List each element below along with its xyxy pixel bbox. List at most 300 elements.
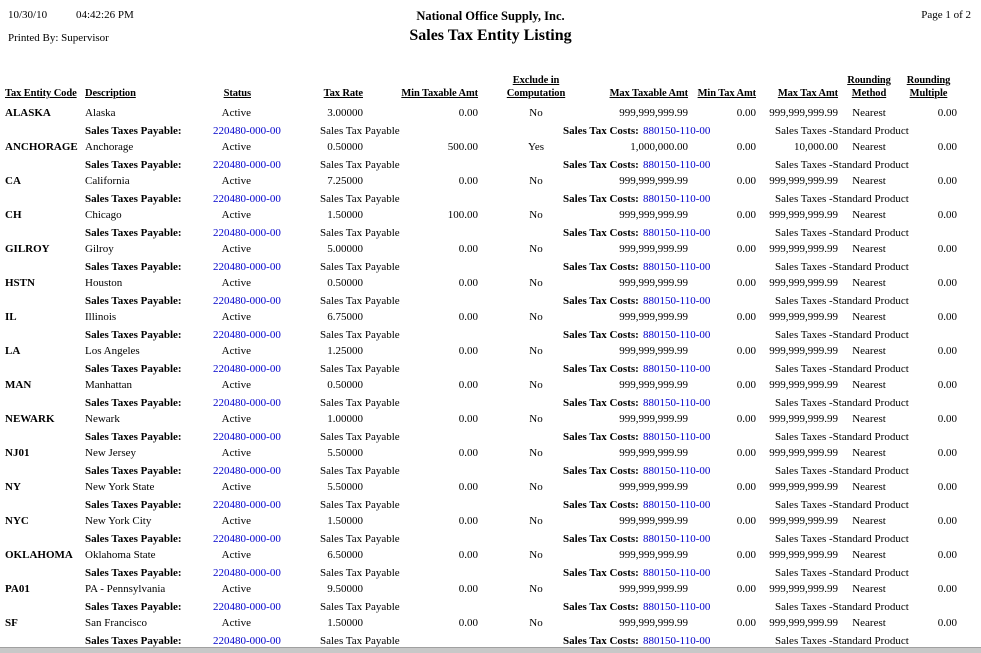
entity-exclude-in-computation: No [529,617,543,629]
costs-account-link[interactable]: 880150-110-00 [643,329,711,341]
payable-account-description: Sales Tax Payable [320,601,400,613]
entity-max-taxable-amt: 999,999,999.99 [619,345,688,357]
entity-exclude-in-computation: No [529,413,543,425]
costs-account-link[interactable]: 880150-110-00 [643,193,711,205]
entity-code: NJ01 [5,447,30,459]
entity-exclude-in-computation: No [529,107,543,119]
entity-max-tax-amt: 999,999,999.99 [769,311,838,323]
entity-tax-rate: 1.25000 [327,345,363,357]
payable-account-link[interactable]: 220480-000-00 [213,499,281,511]
tax-entity-record [0,582,981,616]
sales-taxes-payable-label: Sales Taxes Payable: [85,295,182,307]
entity-status: Active [221,277,251,289]
company-name: National Office Supply, Inc. [416,9,565,23]
entity-rounding-method: Nearest [852,311,886,323]
entity-code: NYC [5,515,29,527]
costs-account-link[interactable]: 880150-110-00 [643,397,711,409]
sales-tax-costs-group [563,159,710,172]
entity-code: OKLAHOMA [5,549,73,561]
col-header-rounding-multiple [900,74,957,100]
sales-tax-costs-group [563,125,710,138]
col-header-exclude-line2: Computation [506,88,566,99]
entity-status: Active [221,617,251,629]
payable-account-description: Sales Tax Payable [320,227,400,239]
sales-tax-costs-group [563,227,710,240]
sales-taxes-payable-label: Sales Taxes Payable: [85,193,182,205]
entity-tax-rate: 0.50000 [327,141,363,153]
entity-min-tax-amt: 0.00 [736,209,756,221]
tax-entity-record [0,514,981,548]
costs-account-description: Sales Taxes -Standard Product [775,227,909,239]
entity-min-taxable-amt: 0.00 [458,175,478,187]
costs-account-link[interactable]: 880150-110-00 [643,295,711,307]
entity-min-taxable-amt: 0.00 [458,515,478,527]
tax-entity-record [0,412,981,446]
entity-row [0,310,981,328]
entity-tax-rate: 6.75000 [327,311,363,323]
entity-exclude-in-computation: No [529,583,543,595]
payable-account-description: Sales Tax Payable [320,159,400,171]
entity-row [0,140,981,158]
entity-min-taxable-amt: 0.00 [458,413,478,425]
entity-max-taxable-amt: 999,999,999.99 [619,243,688,255]
tax-entity-record [0,344,981,378]
entity-description: Los Angeles [85,345,140,357]
sales-tax-costs-label: Sales Tax Costs: [563,601,639,613]
report-time: 04:42:26 PM [76,9,134,21]
sales-taxes-payable-group [85,329,281,342]
entity-max-tax-amt: 999,999,999.99 [769,447,838,459]
printed-by: Printed By: Supervisor [8,32,109,44]
sales-taxes-payable-group [85,261,281,274]
entity-status: Active [221,413,251,425]
entity-rounding-method: Nearest [852,141,886,153]
entity-min-taxable-amt: 0.00 [458,447,478,459]
entity-min-taxable-amt: 0.00 [458,277,478,289]
entity-rounding-multiple: 0.00 [937,447,957,459]
costs-account-description: Sales Taxes -Standard Product [775,567,909,579]
entity-min-taxable-amt: 0.00 [458,617,478,629]
entity-description: Newark [85,413,120,425]
gl-accounts-row [0,430,981,446]
gl-accounts-row [0,498,981,514]
entity-max-tax-amt: 999,999,999.99 [769,175,838,187]
costs-account-link[interactable]: 880150-110-00 [643,159,711,171]
entity-min-tax-amt: 0.00 [736,413,756,425]
entity-tax-rate: 5.00000 [327,243,363,255]
gl-accounts-row [0,396,981,412]
sales-tax-costs-group [563,261,710,274]
entity-status: Active [221,175,251,187]
entity-exclude-in-computation: No [529,447,543,459]
payable-account-link[interactable]: 220480-000-00 [213,295,281,307]
payable-account-link[interactable]: 220480-000-00 [213,261,281,273]
payable-account-description: Sales Tax Payable [320,193,400,205]
entity-description: Gilroy [85,243,114,255]
entity-rounding-method: Nearest [852,277,886,289]
entity-status: Active [221,447,251,459]
sales-tax-costs-group [563,329,710,342]
entity-description: New Jersey [85,447,137,459]
entity-tax-rate: 1.00000 [327,413,363,425]
entity-exclude-in-computation: No [529,243,543,255]
payable-account-description: Sales Tax Payable [320,329,400,341]
sales-taxes-payable-label: Sales Taxes Payable: [85,261,182,273]
costs-account-link[interactable]: 880150-110-00 [643,125,711,137]
costs-account-link[interactable]: 880150-110-00 [643,601,711,613]
entity-row [0,174,981,192]
entity-code: ANCHORAGE [5,141,78,153]
entity-rounding-method: Nearest [852,175,886,187]
costs-account-description: Sales Taxes -Standard Product [775,125,909,137]
gl-accounts-row [0,600,981,616]
col-header-rounding-multiple-line1: Rounding [906,75,951,86]
entity-rounding-method: Nearest [852,481,886,493]
payable-account-description: Sales Tax Payable [320,431,400,443]
costs-account-description: Sales Taxes -Standard Product [775,261,909,273]
tax-entity-record [0,276,981,310]
entity-exclude-in-computation: No [529,345,543,357]
gl-accounts-row [0,192,981,208]
sales-tax-costs-label: Sales Tax Costs: [563,227,639,239]
entity-max-tax-amt: 999,999,999.99 [769,379,838,391]
entity-rounding-multiple: 0.00 [937,209,957,221]
entity-max-tax-amt: 999,999,999.99 [769,107,838,119]
tax-entity-record [0,378,981,412]
sales-tax-costs-label: Sales Tax Costs: [563,635,639,647]
costs-account-link[interactable]: 880150-110-00 [643,465,711,477]
col-header-status: Status [223,88,251,99]
entity-code: MAN [5,379,32,391]
entity-min-taxable-amt: 500.00 [447,141,478,153]
entity-status: Active [221,311,251,323]
sales-tax-costs-group [563,533,710,546]
entity-rounding-multiple: 0.00 [937,515,957,527]
entity-min-taxable-amt: 0.00 [458,243,478,255]
sales-taxes-payable-group [85,227,281,240]
entity-row [0,378,981,396]
sales-tax-costs-label: Sales Tax Costs: [563,261,639,273]
entity-min-tax-amt: 0.00 [736,277,756,289]
entity-exclude-in-computation: No [529,379,543,391]
tax-entity-record [0,446,981,480]
entity-status: Active [221,107,251,119]
costs-account-description: Sales Taxes -Standard Product [775,601,909,613]
entity-max-tax-amt: 999,999,999.99 [769,277,838,289]
tax-entity-record [0,208,981,242]
entity-rounding-method: Nearest [852,379,886,391]
entity-rounding-method: Nearest [852,617,886,629]
sales-tax-costs-group [563,601,710,614]
payable-account-link[interactable]: 220480-000-00 [213,159,281,171]
costs-account-link[interactable]: 880150-110-00 [643,363,711,375]
payable-account-link[interactable]: 220480-000-00 [213,227,281,239]
entity-code: CH [5,209,22,221]
entity-exclude-in-computation: No [529,549,543,561]
entity-rounding-multiple: 0.00 [937,311,957,323]
entity-description: Manhattan [85,379,133,391]
entity-status: Active [221,515,251,527]
col-header-min-tax-amt: Min Tax Amt [697,88,756,99]
sales-tax-costs-group [563,465,710,478]
entity-min-tax-amt: 0.00 [736,583,756,595]
entity-rounding-multiple: 0.00 [937,413,957,425]
entity-tax-rate: 3.00000 [327,107,363,119]
sales-taxes-payable-label: Sales Taxes Payable: [85,567,182,579]
payable-account-description: Sales Tax Payable [320,397,400,409]
entity-max-taxable-amt: 999,999,999.99 [619,277,688,289]
costs-account-description: Sales Taxes -Standard Product [775,397,909,409]
costs-account-description: Sales Taxes -Standard Product [775,431,909,443]
entity-min-tax-amt: 0.00 [736,447,756,459]
tax-entity-record [0,548,981,582]
entity-rounding-method: Nearest [852,107,886,119]
entity-min-tax-amt: 0.00 [736,617,756,629]
costs-account-link[interactable]: 880150-110-00 [643,261,711,273]
entity-max-tax-amt: 999,999,999.99 [769,413,838,425]
entity-rounding-multiple: 0.00 [937,379,957,391]
entity-rounding-multiple: 0.00 [937,141,957,153]
sales-taxes-payable-label: Sales Taxes Payable: [85,329,182,341]
entity-min-taxable-amt: 0.00 [458,583,478,595]
gl-accounts-row [0,226,981,242]
entity-description: Chicago [85,209,122,221]
entity-rounding-multiple: 0.00 [937,481,957,493]
entity-min-tax-amt: 0.00 [736,175,756,187]
entity-min-tax-amt: 0.00 [736,243,756,255]
entity-description: PA - Pennsylvania [85,583,166,595]
entity-exclude-in-computation: No [529,481,543,493]
entity-max-taxable-amt: 999,999,999.99 [619,107,688,119]
entity-description: Oklahoma State [85,549,156,561]
sales-tax-costs-group [563,431,710,444]
col-header-rounding-method [838,74,900,100]
entity-description: New York State [85,481,155,493]
costs-account-description: Sales Taxes -Standard Product [775,465,909,477]
entity-exclude-in-computation: No [529,311,543,323]
entity-status: Active [221,243,251,255]
costs-account-description: Sales Taxes -Standard Product [775,159,909,171]
gl-accounts-row [0,532,981,548]
gl-accounts-row [0,566,981,582]
gl-accounts-row [0,158,981,174]
col-header-tax-entity-code: Tax Entity Code [5,88,77,99]
sales-taxes-payable-group [85,567,281,580]
tax-entity-record [0,616,981,650]
entity-tax-rate: 5.50000 [327,447,363,459]
payable-account-link[interactable]: 220480-000-00 [213,601,281,613]
entity-rounding-method: Nearest [852,549,886,561]
tax-entity-record [0,174,981,208]
col-header-tax-rate: Tax Rate [323,88,363,99]
entity-code: LA [5,345,21,357]
sales-tax-costs-label: Sales Tax Costs: [563,363,639,375]
payable-account-link[interactable]: 220480-000-00 [213,363,281,375]
entity-rounding-multiple: 0.00 [937,345,957,357]
costs-account-link[interactable]: 880150-110-00 [643,567,711,579]
entity-min-tax-amt: 0.00 [736,481,756,493]
entity-exclude-in-computation: Yes [527,141,544,153]
tax-entity-record [0,140,981,174]
payable-account-link[interactable]: 220480-000-00 [213,635,281,647]
entity-tax-rate: 7.25000 [327,175,363,187]
entity-min-tax-amt: 0.00 [736,379,756,391]
entity-min-tax-amt: 0.00 [736,107,756,119]
sales-taxes-payable-label: Sales Taxes Payable: [85,125,182,137]
entity-tax-rate: 6.50000 [327,549,363,561]
entity-code: IL [5,311,17,323]
entity-rounding-multiple: 0.00 [937,107,957,119]
entity-max-tax-amt: 10,000.00 [794,141,838,153]
costs-account-link[interactable]: 880150-110-00 [643,635,711,647]
entity-min-tax-amt: 0.00 [736,345,756,357]
sales-tax-costs-label: Sales Tax Costs: [563,295,639,307]
col-header-description: Description [85,88,136,99]
records-list [0,106,981,650]
gl-accounts-row [0,328,981,344]
sales-taxes-payable-label: Sales Taxes Payable: [85,601,182,613]
sales-tax-costs-label: Sales Tax Costs: [563,431,639,443]
costs-account-link[interactable]: 880150-110-00 [643,227,711,239]
entity-row [0,344,981,362]
entity-max-taxable-amt: 999,999,999.99 [619,617,688,629]
entity-rounding-method: Nearest [852,209,886,221]
sales-taxes-payable-label: Sales Taxes Payable: [85,227,182,239]
entity-row [0,412,981,430]
sales-tax-costs-label: Sales Tax Costs: [563,533,639,545]
entity-row [0,548,981,566]
sales-tax-costs-label: Sales Tax Costs: [563,329,639,341]
entity-rounding-method: Nearest [852,515,886,527]
costs-account-description: Sales Taxes -Standard Product [775,295,909,307]
sales-taxes-payable-group [85,431,281,444]
gl-accounts-row [0,260,981,276]
sales-taxes-payable-group [85,295,281,308]
entity-rounding-method: Nearest [852,583,886,595]
sales-tax-costs-group [563,295,710,308]
costs-account-link[interactable]: 880150-110-00 [643,499,711,511]
entity-max-taxable-amt: 999,999,999.99 [619,175,688,187]
entity-max-taxable-amt: 999,999,999.99 [619,583,688,595]
sales-tax-costs-label: Sales Tax Costs: [563,567,639,579]
entity-max-taxable-amt: 999,999,999.99 [619,413,688,425]
entity-tax-rate: 1.50000 [327,209,363,221]
entity-row [0,208,981,226]
payable-account-link[interactable]: 220480-000-00 [213,567,281,579]
entity-max-tax-amt: 999,999,999.99 [769,243,838,255]
entity-tax-rate: 9.50000 [327,583,363,595]
entity-max-tax-amt: 999,999,999.99 [769,481,838,493]
sales-taxes-payable-group [85,159,281,172]
entity-code: SF [5,617,18,629]
entity-exclude-in-computation: No [529,277,543,289]
report-title: Sales Tax Entity Listing [409,27,572,44]
payable-account-description: Sales Tax Payable [320,465,400,477]
sales-taxes-payable-label: Sales Taxes Payable: [85,363,182,375]
entity-code: ALASKA [5,107,51,119]
costs-account-description: Sales Taxes -Standard Product [775,193,909,205]
payable-account-link[interactable]: 220480-000-00 [213,397,281,409]
sales-taxes-payable-label: Sales Taxes Payable: [85,397,182,409]
entity-max-tax-amt: 999,999,999.99 [769,209,838,221]
costs-account-description: Sales Taxes -Standard Product [775,533,909,545]
entity-min-tax-amt: 0.00 [736,141,756,153]
entity-max-taxable-amt: 999,999,999.99 [619,311,688,323]
entity-row [0,514,981,532]
entity-rounding-multiple: 0.00 [937,175,957,187]
entity-rounding-method: Nearest [852,447,886,459]
entity-min-taxable-amt: 0.00 [458,379,478,391]
payable-account-link[interactable]: 220480-000-00 [213,465,281,477]
col-header-min-taxable-amt: Min Taxable Amt [401,88,478,99]
sales-taxes-payable-group [85,499,281,512]
entity-max-tax-amt: 999,999,999.99 [769,549,838,561]
entity-max-taxable-amt: 1,000,000.00 [630,141,688,153]
sales-tax-costs-label: Sales Tax Costs: [563,159,639,171]
payable-account-link[interactable]: 220480-000-00 [213,193,281,205]
entity-row [0,106,981,124]
sales-tax-costs-label: Sales Tax Costs: [563,125,639,137]
entity-max-tax-amt: 999,999,999.99 [769,583,838,595]
sales-tax-costs-group [563,363,710,376]
page-indicator: Page 1 of 2 [921,9,971,21]
sales-taxes-payable-label: Sales Taxes Payable: [85,499,182,511]
payable-account-link[interactable]: 220480-000-00 [213,329,281,341]
entity-description: California [85,175,130,187]
entity-rounding-method: Nearest [852,345,886,357]
sales-tax-costs-group [563,499,710,512]
sales-tax-costs-label: Sales Tax Costs: [563,397,639,409]
entity-min-taxable-amt: 0.00 [458,311,478,323]
payable-account-link[interactable]: 220480-000-00 [213,125,281,137]
costs-account-link[interactable]: 880150-110-00 [643,533,711,545]
entity-min-tax-amt: 0.00 [736,311,756,323]
sales-taxes-payable-label: Sales Taxes Payable: [85,635,182,647]
entity-min-taxable-amt: 0.00 [458,481,478,493]
entity-row [0,276,981,294]
payable-account-description: Sales Tax Payable [320,295,400,307]
col-header-max-tax-amt: Max Tax Amt [777,88,838,99]
horizontal-scrollbar[interactable] [0,647,981,653]
sales-tax-costs-group [563,397,710,410]
sales-taxes-payable-group [85,363,281,376]
sales-tax-costs-label: Sales Tax Costs: [563,499,639,511]
col-header-rounding-method-line1: Rounding [847,75,891,86]
entity-rounding-multiple: 0.00 [937,617,957,629]
costs-account-link[interactable]: 880150-110-00 [643,431,711,443]
entity-rounding-multiple: 0.00 [937,277,957,289]
entity-max-taxable-amt: 999,999,999.99 [619,549,688,561]
entity-description: Anchorage [85,141,134,153]
payable-account-link[interactable]: 220480-000-00 [213,431,281,443]
sales-taxes-payable-label: Sales Taxes Payable: [85,533,182,545]
entity-code: NY [5,481,21,493]
entity-min-taxable-amt: 0.00 [458,107,478,119]
tax-entity-record [0,480,981,514]
payable-account-link[interactable]: 220480-000-00 [213,533,281,545]
entity-status: Active [221,379,251,391]
col-header-max-taxable-amt: Max Taxable Amt [609,88,688,99]
sales-taxes-payable-label: Sales Taxes Payable: [85,431,182,443]
entity-code: CA [5,175,21,187]
payable-account-description: Sales Tax Payable [320,363,400,375]
entity-description: New York City [85,515,152,527]
entity-status: Active [221,481,251,493]
entity-rounding-multiple: 0.00 [937,243,957,255]
payable-account-description: Sales Tax Payable [320,499,400,511]
entity-row [0,446,981,464]
sales-taxes-payable-group [85,533,281,546]
